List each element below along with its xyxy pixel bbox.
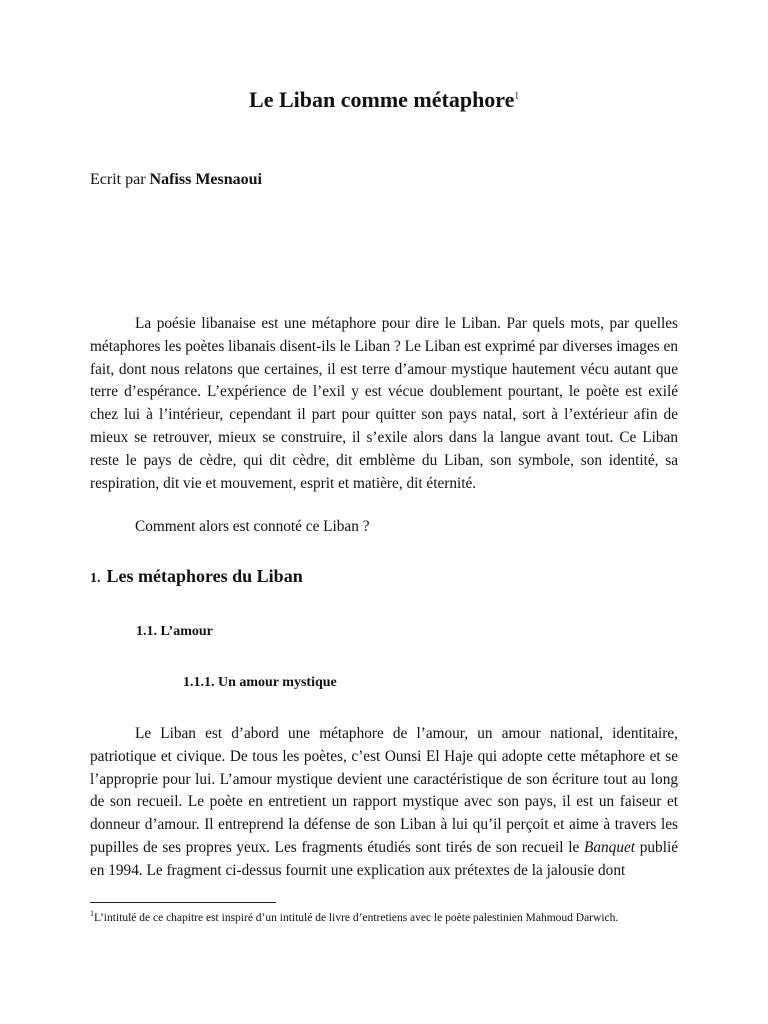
intro-paragraph: La poésie libanaise est une métaphore pour dire le Liban. Par quels mots, par quelles métaphores les poètes libanais disent-ils le Liban ? Le Liban est exprimé par diverses images en fait, dont nous relatons que certaines, il est terre d’amour mystique hautement vécu autant que terre d’espérance. L’expérience de l’exil y est vécue doublement pourtant, le poète est exilé chez lui à l’intérieur, cependant il part pour quitter son pays natal, sort à l’extérieur afin de mieux se retrouver, mieux se construire, il s’exile alors dans la langue avant tout. Ce Liban reste le pays de cèdre, qui dit cèdre, dit emblème du Liban, son symbole, son identité, sa respiration, dit vie et mouvement, esprit et matière, dit éternité. <box>90 315 678 492</box>
section-title: Les métaphores du Liban <box>106 566 303 586</box>
footnote-divider <box>90 902 276 903</box>
byline-prefix: Ecrit par <box>90 171 150 188</box>
amour-paragraph <box>90 723 678 883</box>
footnote-mark: 1 <box>90 909 94 918</box>
page-title <box>0 87 768 113</box>
amour-paragraph-end: publié en 1994. Le fragment ci-dessus fournit une explication aux prétextes de la jalousie dont <box>90 838 678 879</box>
amour-paragraph-start: Le Liban est d’abord une métaphore de l’amour, un amour national, identitaire, patriotique et civique. De tous les poètes, c’est Ounsi El Haje qui adopte cette métaphore et se l’approprie pour lui. L’amour mystique devient une caractéristique de son écriture tout au long de son recueil. Le poète en entretient un rapport mystique avec son pays, il est un faiseur et donneur d’amour. Il entreprend la défense de son Liban à lui qu’il perçoit et aime à travers les pupilles de ses propres yeux. Les fragments étudiés sont tirés de son recueil le <box>90 725 678 856</box>
section-heading-1 <box>90 566 303 587</box>
title-footnote-mark: 1 <box>514 90 519 101</box>
subsection-heading-1-1: 1.1. L’amour <box>136 624 213 639</box>
subsubsection-heading-1-1-1: 1.1.1. Un amour mystique <box>183 675 337 690</box>
section-number: 1. <box>90 571 101 586</box>
footnote-text: L’intitulé de ce chapitre est inspiré d’un intitulé de livre d’entretiens avec le poète palestinien Mahmoud Darwich. <box>94 911 619 924</box>
question-paragraph: Comment alors est connoté ce Liban ? <box>135 518 370 535</box>
footnote <box>90 906 678 926</box>
book-title-italic: Banquet <box>584 838 636 856</box>
title-text: Le Liban comme métaphore <box>249 87 515 112</box>
author-name: Nafiss Mesnaoui <box>149 171 262 188</box>
byline <box>90 171 262 189</box>
